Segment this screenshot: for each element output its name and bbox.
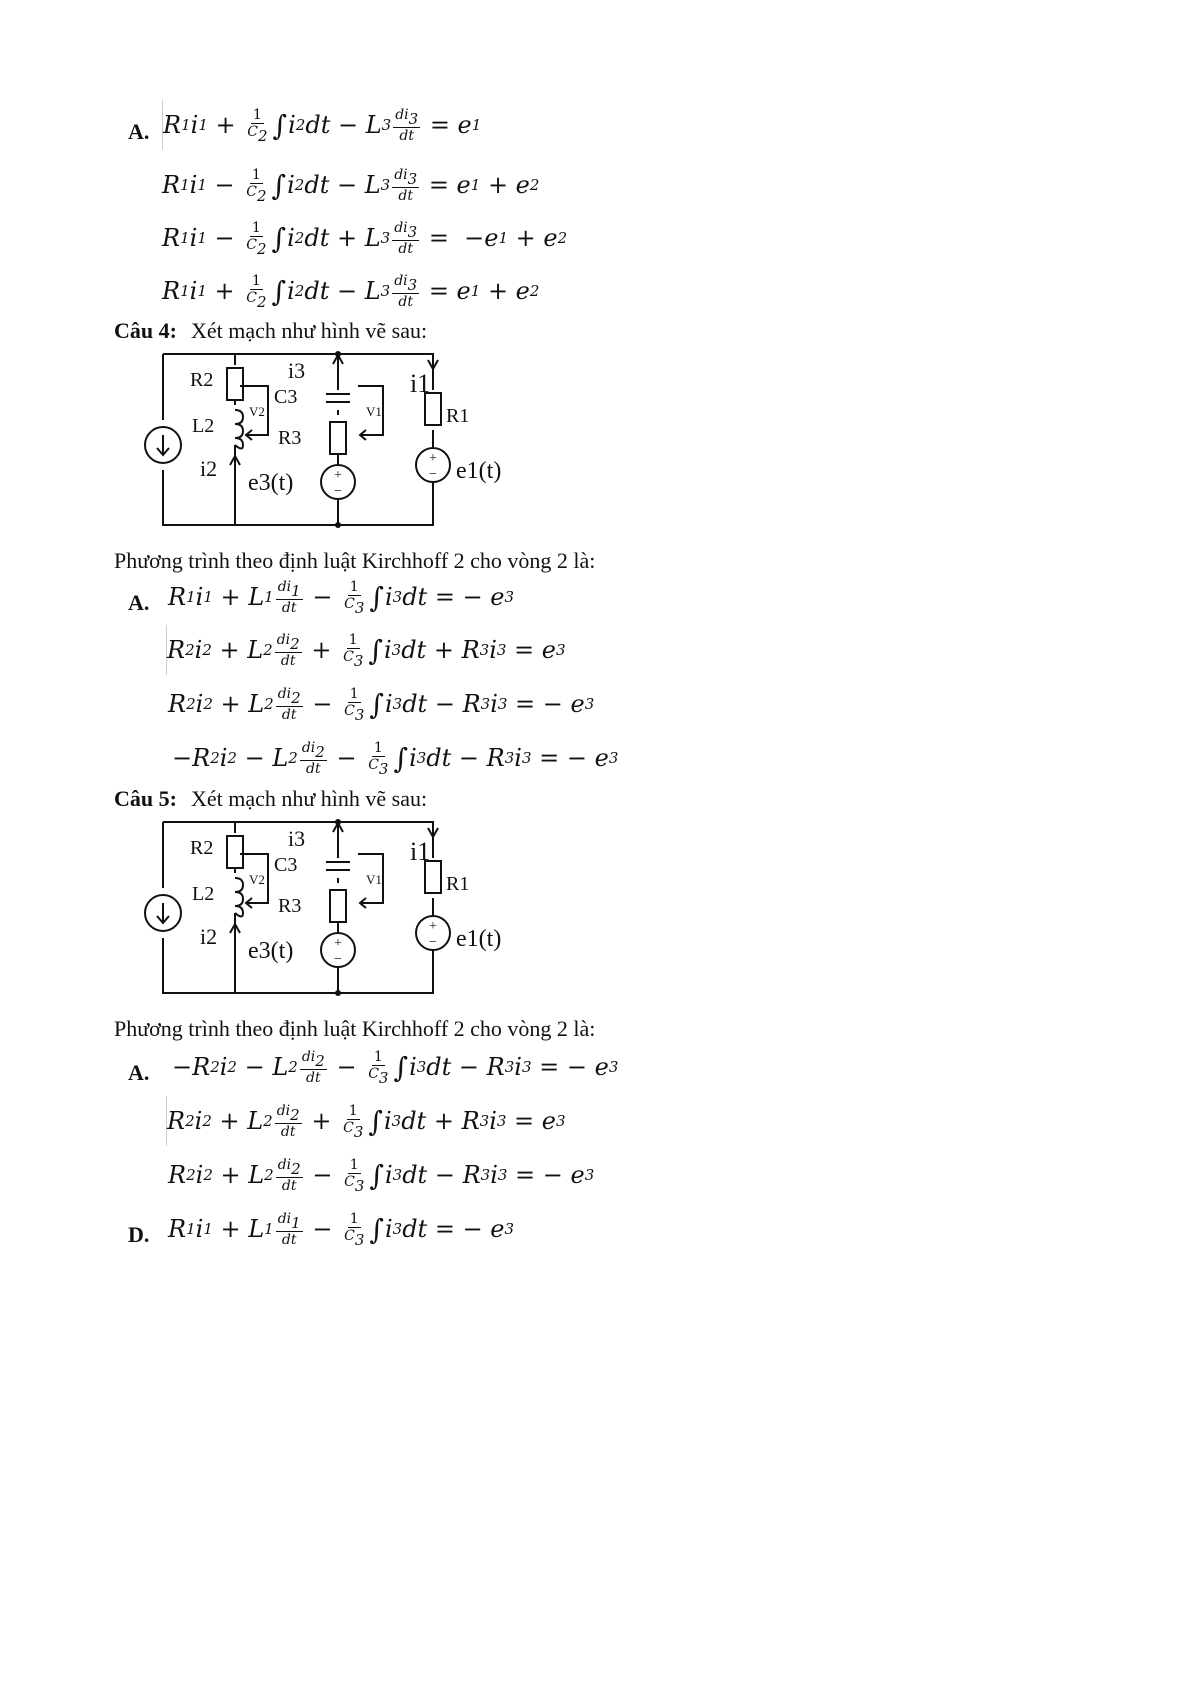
q4-label-r3: R3 (278, 427, 302, 449)
svg-text:+: + (429, 451, 437, 466)
q4-label-i3: i3 (288, 358, 306, 383)
q5-text: Xét mạch như hình vẽ sau: (190, 786, 428, 811)
q5-label-v1: V1 (366, 872, 382, 887)
q4-label-v1: V1 (366, 404, 382, 419)
q5-label-r1: R1 (446, 873, 470, 895)
q4-circuit-diagram (128, 350, 528, 540)
svg-text:−: − (334, 952, 342, 967)
q5-option-a-equation: −R 2 i 2 − L 2 $\frac{di_2}{dt}$ − $\frac{1}{C_3}$ ∫ i 3 dt − R 3 i 3 = − e 3 (172, 1048, 619, 1087)
q3-option-b-equation: R 1 i 1 − $\frac{1}{C_2}$ ∫ i 2 dt − L 3 $\frac{di_3}{dt}$ = e 1 + e 2 (162, 166, 540, 205)
q4-label: Câu 4: (114, 318, 177, 343)
svg-text:+: + (334, 468, 342, 483)
q5-label-r3: R3 (278, 895, 302, 917)
q4-label-v2: V2 (249, 404, 265, 419)
q4-label-r1-text: R1 (446, 405, 470, 427)
q4-option-c-equation: R 2 i 2 + L 2 $\frac{di_2}{dt}$ − $\frac{1}{C_3}$ ∫ i 3 dt − R 3 i 3 = − e 3 (168, 685, 595, 724)
q5-title (114, 786, 427, 812)
q5-option-d-equation: R 1 i 1 + L 1 $\frac{di_1}{dt}$ − $\frac{1}{C_3}$ ∫ i 3 dt = − e 3 (168, 1210, 515, 1249)
q4-label-c3: C3 (274, 386, 298, 408)
q4-option-a-equation: R 1 i 1 + L 1 $\frac{di_1}{dt}$ − $\frac{1}{C_3}$ ∫ i 3 dt = − e 3 (168, 578, 515, 617)
q5-label-i3: i3 (288, 826, 306, 851)
q5-label-r2: R2 (190, 837, 214, 859)
q4-label-l2: L2 (192, 415, 215, 437)
q5-label-i1: i1 (410, 837, 431, 866)
svg-text:−: − (334, 484, 342, 499)
q5-option-d-letter: D. (128, 1222, 150, 1247)
q4-option-a-letter: A. (128, 590, 150, 615)
q5-label-l2: L2 (192, 883, 215, 905)
svg-text:−: − (429, 935, 437, 950)
q4-option-b-equation: R 2 i 2 + L 2 $\frac{di_2}{dt}$ + $\frac{1}{C_3}$ ∫ i 3 dt + R 3 i 3 = e 3 (166, 625, 566, 675)
q3-option-a-equation: R 1 i 1 + $\frac{1}{C_2}$ ∫ i 2 dt − L 3 $\frac{di_3}{dt}$ = e 1 (162, 100, 481, 150)
q4-label-r2: R2 (190, 369, 214, 391)
q4-option-d-equation: −R 2 i 2 − L 2 $\frac{di_2}{dt}$ − $\frac{1}{C_3}$ ∫ i 3 dt − R 3 i 3 = − e 3 (172, 739, 619, 778)
q5-label-e1: e1(t) (456, 926, 502, 952)
q3-option-a-letter: A. (128, 119, 150, 144)
q3-option-c-equation: R 1 i 1 − $\frac{1}{C_2}$ ∫ i 2 dt + L 3 $\frac{di_3}{dt}$ = −e 1 + e 2 (162, 219, 568, 258)
q4-label-e1: e1(t) (456, 458, 502, 484)
q5-option-c-equation: R 2 i 2 + L 2 $\frac{di_2}{dt}$ − $\frac{1}{C_3}$ ∫ i 3 dt − R 3 i 3 = − e 3 (168, 1156, 595, 1195)
q4-label-i1: i1 (410, 369, 431, 398)
q5-label-i2: i2 (200, 924, 218, 949)
svg-text:+: + (429, 919, 437, 934)
q5-label-e3: e3(t) (248, 938, 294, 964)
q5-resistor-r3 (330, 890, 346, 922)
q5-label: Câu 5: (114, 786, 177, 811)
q5-resistor-r2 (227, 836, 243, 868)
q4-prompt: Phương trình theo định luật Kirchhoff 2 cho vòng 2 là: (114, 548, 596, 573)
q4-label-e3: e3(t) (248, 470, 294, 496)
q5-label-v2: V2 (249, 872, 265, 887)
svg-text:+: + (334, 936, 342, 951)
q5-option-a-letter: A. (128, 1060, 150, 1085)
q4-title (114, 318, 427, 344)
q5-prompt: Phương trình theo định luật Kirchhoff 2 cho vòng 2 là: (114, 1016, 596, 1041)
q5-option-b-equation: R 2 i 2 + L 2 $\frac{di_2}{dt}$ + $\frac{1}{C_3}$ ∫ i 3 dt + R 3 i 3 = e 3 (166, 1096, 566, 1146)
q5-circuit-diagram (128, 818, 528, 1008)
q4-resistor-r2 (227, 368, 243, 400)
q4-text: Xét mạch như hình vẽ sau: (190, 318, 428, 343)
q3-option-d-equation: R 1 i 1 + $\frac{1}{C_2}$ ∫ i 2 dt − L 3 $\frac{di_3}{dt}$ = e 1 + e 2 (162, 272, 540, 311)
q4-resistor-r3 (330, 422, 346, 454)
q4-label-i2: i2 (200, 456, 218, 481)
q5-label-c3: C3 (274, 854, 298, 876)
svg-text:−: − (429, 467, 437, 482)
